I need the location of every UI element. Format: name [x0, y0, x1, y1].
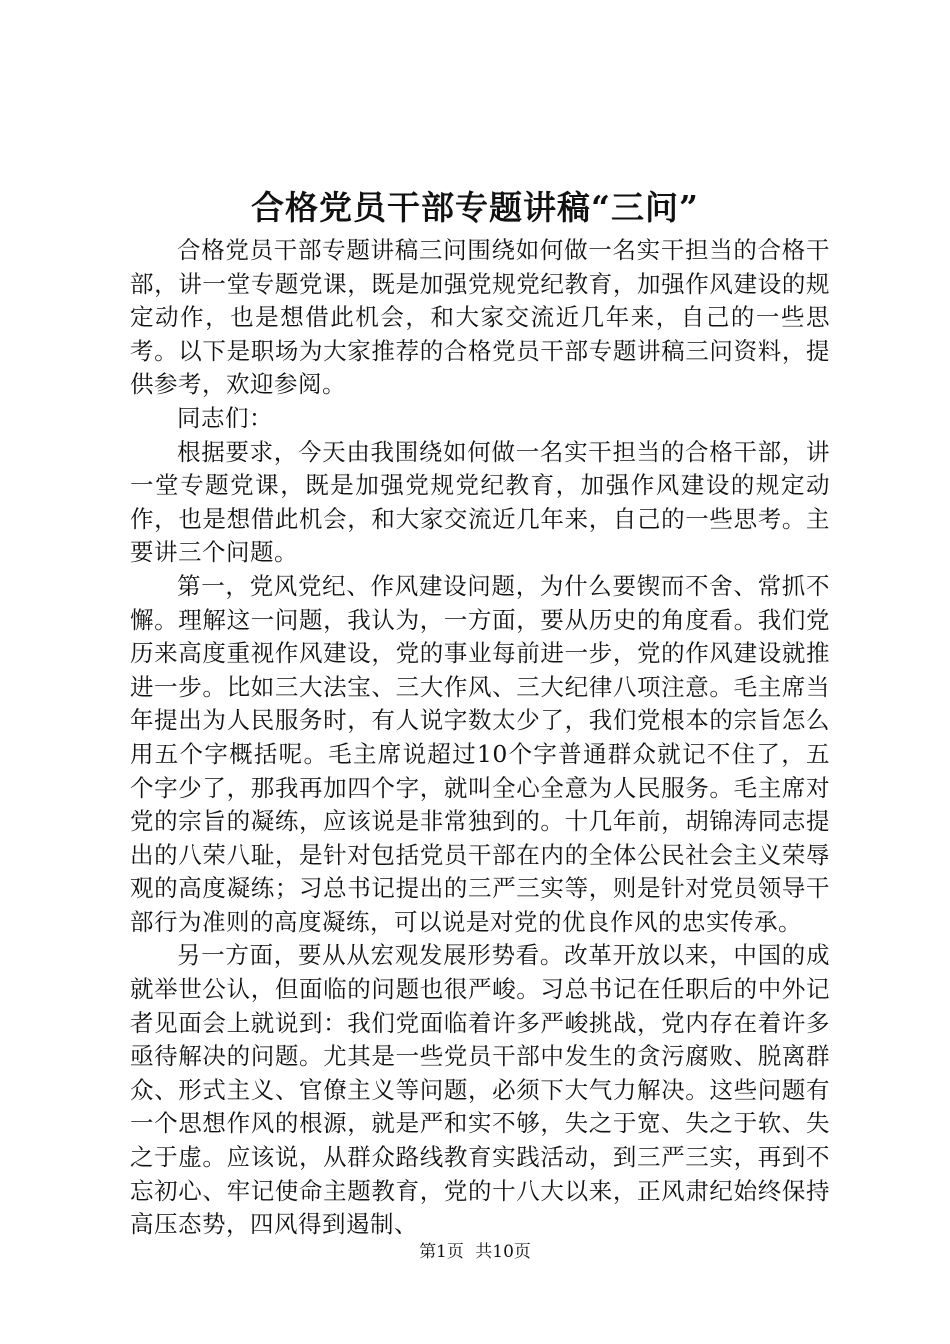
- greeting-paragraph: 同志们：: [177, 403, 273, 432]
- page-number: 第1页: [419, 1242, 464, 1262]
- document-title: 合格党员干部专题讲稿“三问”: [251, 188, 699, 227]
- body-paragraph: 第一，党风党纪、作风建设问题，为什么要锲而不舍、常抓不懈。理解这一问题，我认为，一方面，要从历史的角度看。我们党历来高度重视作风建设，党的事业每前进一步，党的作风建设就推进一步。比如三大法宝、三大作风、三大纪律八项注意。毛主席当年提出为人民服务时，有人说字数太少了，我们党根本的宗旨怎么用五个字概括呢。毛主席说超过10个字普通群众就记不住了，五个字少了，那我再加四个字，就叫全心全意为人民服务。毛主席对党的宗旨的凝练，应该说是非常独到的。十几年前，胡锦涛同志提出的八荣八耻，是针对包括党员干部在内的全体公民社会主义荣辱观的高度凝练；习总书记提出的三严三实等，则是针对党员领导干部行为准则的高度凝练，可以说是对党的优良作风的忠实传承。: [130, 571, 830, 936]
- page-total: 共10页: [475, 1242, 531, 1262]
- page-footer: [0, 1239, 950, 1265]
- document-body: [130, 234, 830, 1242]
- body-paragraph: 另一方面，要从从宏观发展形势看。改革开放以来，中国的成就举世公认，但面临的问题也很严峻。习总书记在任职后的中外记者见面会上就说到：我们党面临着许多严峻挑战，党内存在着许多亟待解决的问题。尤其是一些党员干部中发生的贪污腐败、脱离群众、形式主义、官僚主义等问题，必须下大气力解决。这些问题有一个思想作风的根源，就是严和实不够，失之于宽、失之于软、失之于虚。应该说，从群众路线教育实践活动，到三严三实，再到不忘初心、牢记使命主题教育，党的十八大以来，正风肃纪始终保持高压态势，四风得到遏制、: [130, 941, 830, 1239]
- body-paragraph: 根据要求，今天由我围绕如何做一名实干担当的合格干部，讲一堂专题党课，既是加强党规党纪教育，加强作风建设的规定动作，也是想借此机会，和大家交流近几年来，自己的一些思考。主要讲三个问题。: [130, 437, 830, 567]
- intro-paragraph: 合格党员干部专题讲稿三问围绕如何做一名实干担当的合格干部，讲一堂专题党课，既是加强党规党纪教育，加强作风建设的规定动作，也是想借此机会，和大家交流近几年来，自己的一些思考。以下是职场为大家推荐的合格党员干部专题讲稿三问资料，提供参考，欢迎参阅。: [130, 236, 830, 399]
